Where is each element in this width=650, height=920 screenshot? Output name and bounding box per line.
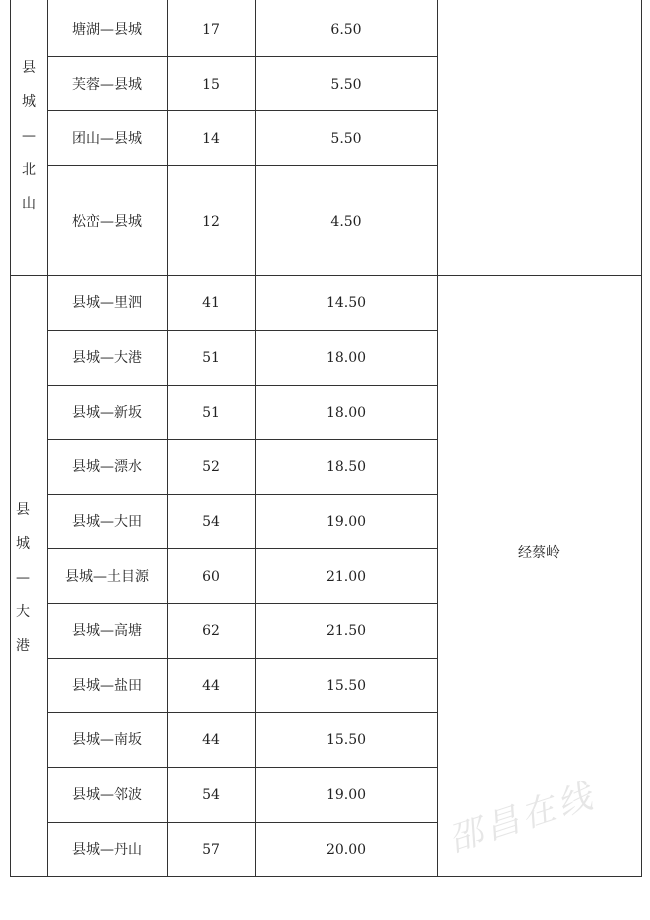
distance-cell: 54 <box>202 514 220 530</box>
route-cell: 芙蓉—县城 <box>72 77 142 93</box>
row-border <box>47 658 437 659</box>
watermark: 邵昌在线 <box>443 775 601 861</box>
col-border <box>255 0 256 877</box>
row-border <box>47 165 437 166</box>
group-border <box>10 275 641 276</box>
fare-cell: 18.00 <box>325 405 367 421</box>
distance-cell: 54 <box>202 787 220 803</box>
distance-cell: 60 <box>202 569 220 585</box>
table-bottom-border <box>10 876 641 877</box>
distance-cell: 57 <box>202 842 220 858</box>
distance-cell: 44 <box>202 678 220 694</box>
route-cell: 县城—漂水 <box>72 459 142 475</box>
row-border <box>47 56 437 57</box>
distance-cell: 41 <box>202 295 220 311</box>
fare-cell: 20.00 <box>325 842 367 858</box>
distance-cell: 17 <box>202 22 220 38</box>
route-cell: 县城—里泗 <box>72 295 142 311</box>
row-border <box>47 439 437 440</box>
group-label-char: 山 <box>22 196 36 212</box>
table-left-border <box>10 0 11 877</box>
row-border <box>47 494 437 495</box>
route-cell: 县城—高塘 <box>72 623 142 639</box>
group-label-char: 城 <box>22 94 36 110</box>
distance-cell: 44 <box>202 732 220 748</box>
col-border <box>167 0 168 877</box>
fare-cell: 6.50 <box>330 22 362 38</box>
fare-cell: 4.50 <box>330 214 362 230</box>
row-border <box>47 767 437 768</box>
group-label-dagang <box>13 502 33 672</box>
route-cell: 县城—大港 <box>72 350 142 366</box>
route-cell: 县城—丹山 <box>72 842 142 858</box>
row-border <box>47 110 437 111</box>
group-label-char: 县 <box>16 502 30 518</box>
group-label-char: 城 <box>16 536 30 552</box>
row-border <box>47 603 437 604</box>
fare-cell: 21.50 <box>325 623 367 639</box>
route-cell: 塘湖—县城 <box>72 22 142 38</box>
distance-cell: 62 <box>202 623 220 639</box>
distance-cell: 52 <box>202 459 220 475</box>
table-right-border <box>641 0 642 877</box>
distance-cell: 15 <box>202 77 220 93</box>
row-border <box>47 385 437 386</box>
fare-cell: 5.50 <box>330 131 362 147</box>
route-cell: 团山—县城 <box>72 131 142 147</box>
distance-cell: 12 <box>202 214 220 230</box>
group-label-char: 大 <box>16 604 30 620</box>
row-border <box>47 712 437 713</box>
fare-cell: 5.50 <box>330 77 362 93</box>
col-border <box>47 0 48 877</box>
route-cell: 县城—新坂 <box>72 405 142 421</box>
group-label-beishan <box>19 60 39 230</box>
route-cell: 县城—南坂 <box>72 732 142 748</box>
distance-cell: 14 <box>202 131 220 147</box>
fare-cell: 19.00 <box>325 514 367 530</box>
fare-cell: 18.00 <box>325 350 367 366</box>
fare-cell: 21.00 <box>325 569 367 585</box>
fare-cell: 14.50 <box>325 295 367 311</box>
fare-cell: 15.50 <box>325 732 367 748</box>
distance-cell: 51 <box>202 405 220 421</box>
fare-cell: 18.50 <box>325 459 367 475</box>
group-label-char: 港 <box>16 638 30 654</box>
group-label-char: 北 <box>22 162 36 178</box>
route-cell: 松峦—县城 <box>72 214 142 230</box>
route-cell: 县城—大田 <box>72 514 142 530</box>
group-label-char: — <box>16 570 30 586</box>
distance-cell: 51 <box>202 350 220 366</box>
route-cell: 县城—土目源 <box>65 569 149 585</box>
col-border <box>437 0 438 877</box>
route-cell: 县城—盐田 <box>72 678 142 694</box>
group-label-char: — <box>22 128 36 144</box>
fare-cell: 19.00 <box>325 787 367 803</box>
fare-cell: 15.50 <box>325 678 367 694</box>
row-border <box>47 548 437 549</box>
row-border <box>47 822 437 823</box>
route-cell: 县城—邻波 <box>72 787 142 803</box>
route-note: 经蔡岭 <box>518 545 560 561</box>
row-border <box>47 330 437 331</box>
group-label-char: 县 <box>22 60 36 76</box>
